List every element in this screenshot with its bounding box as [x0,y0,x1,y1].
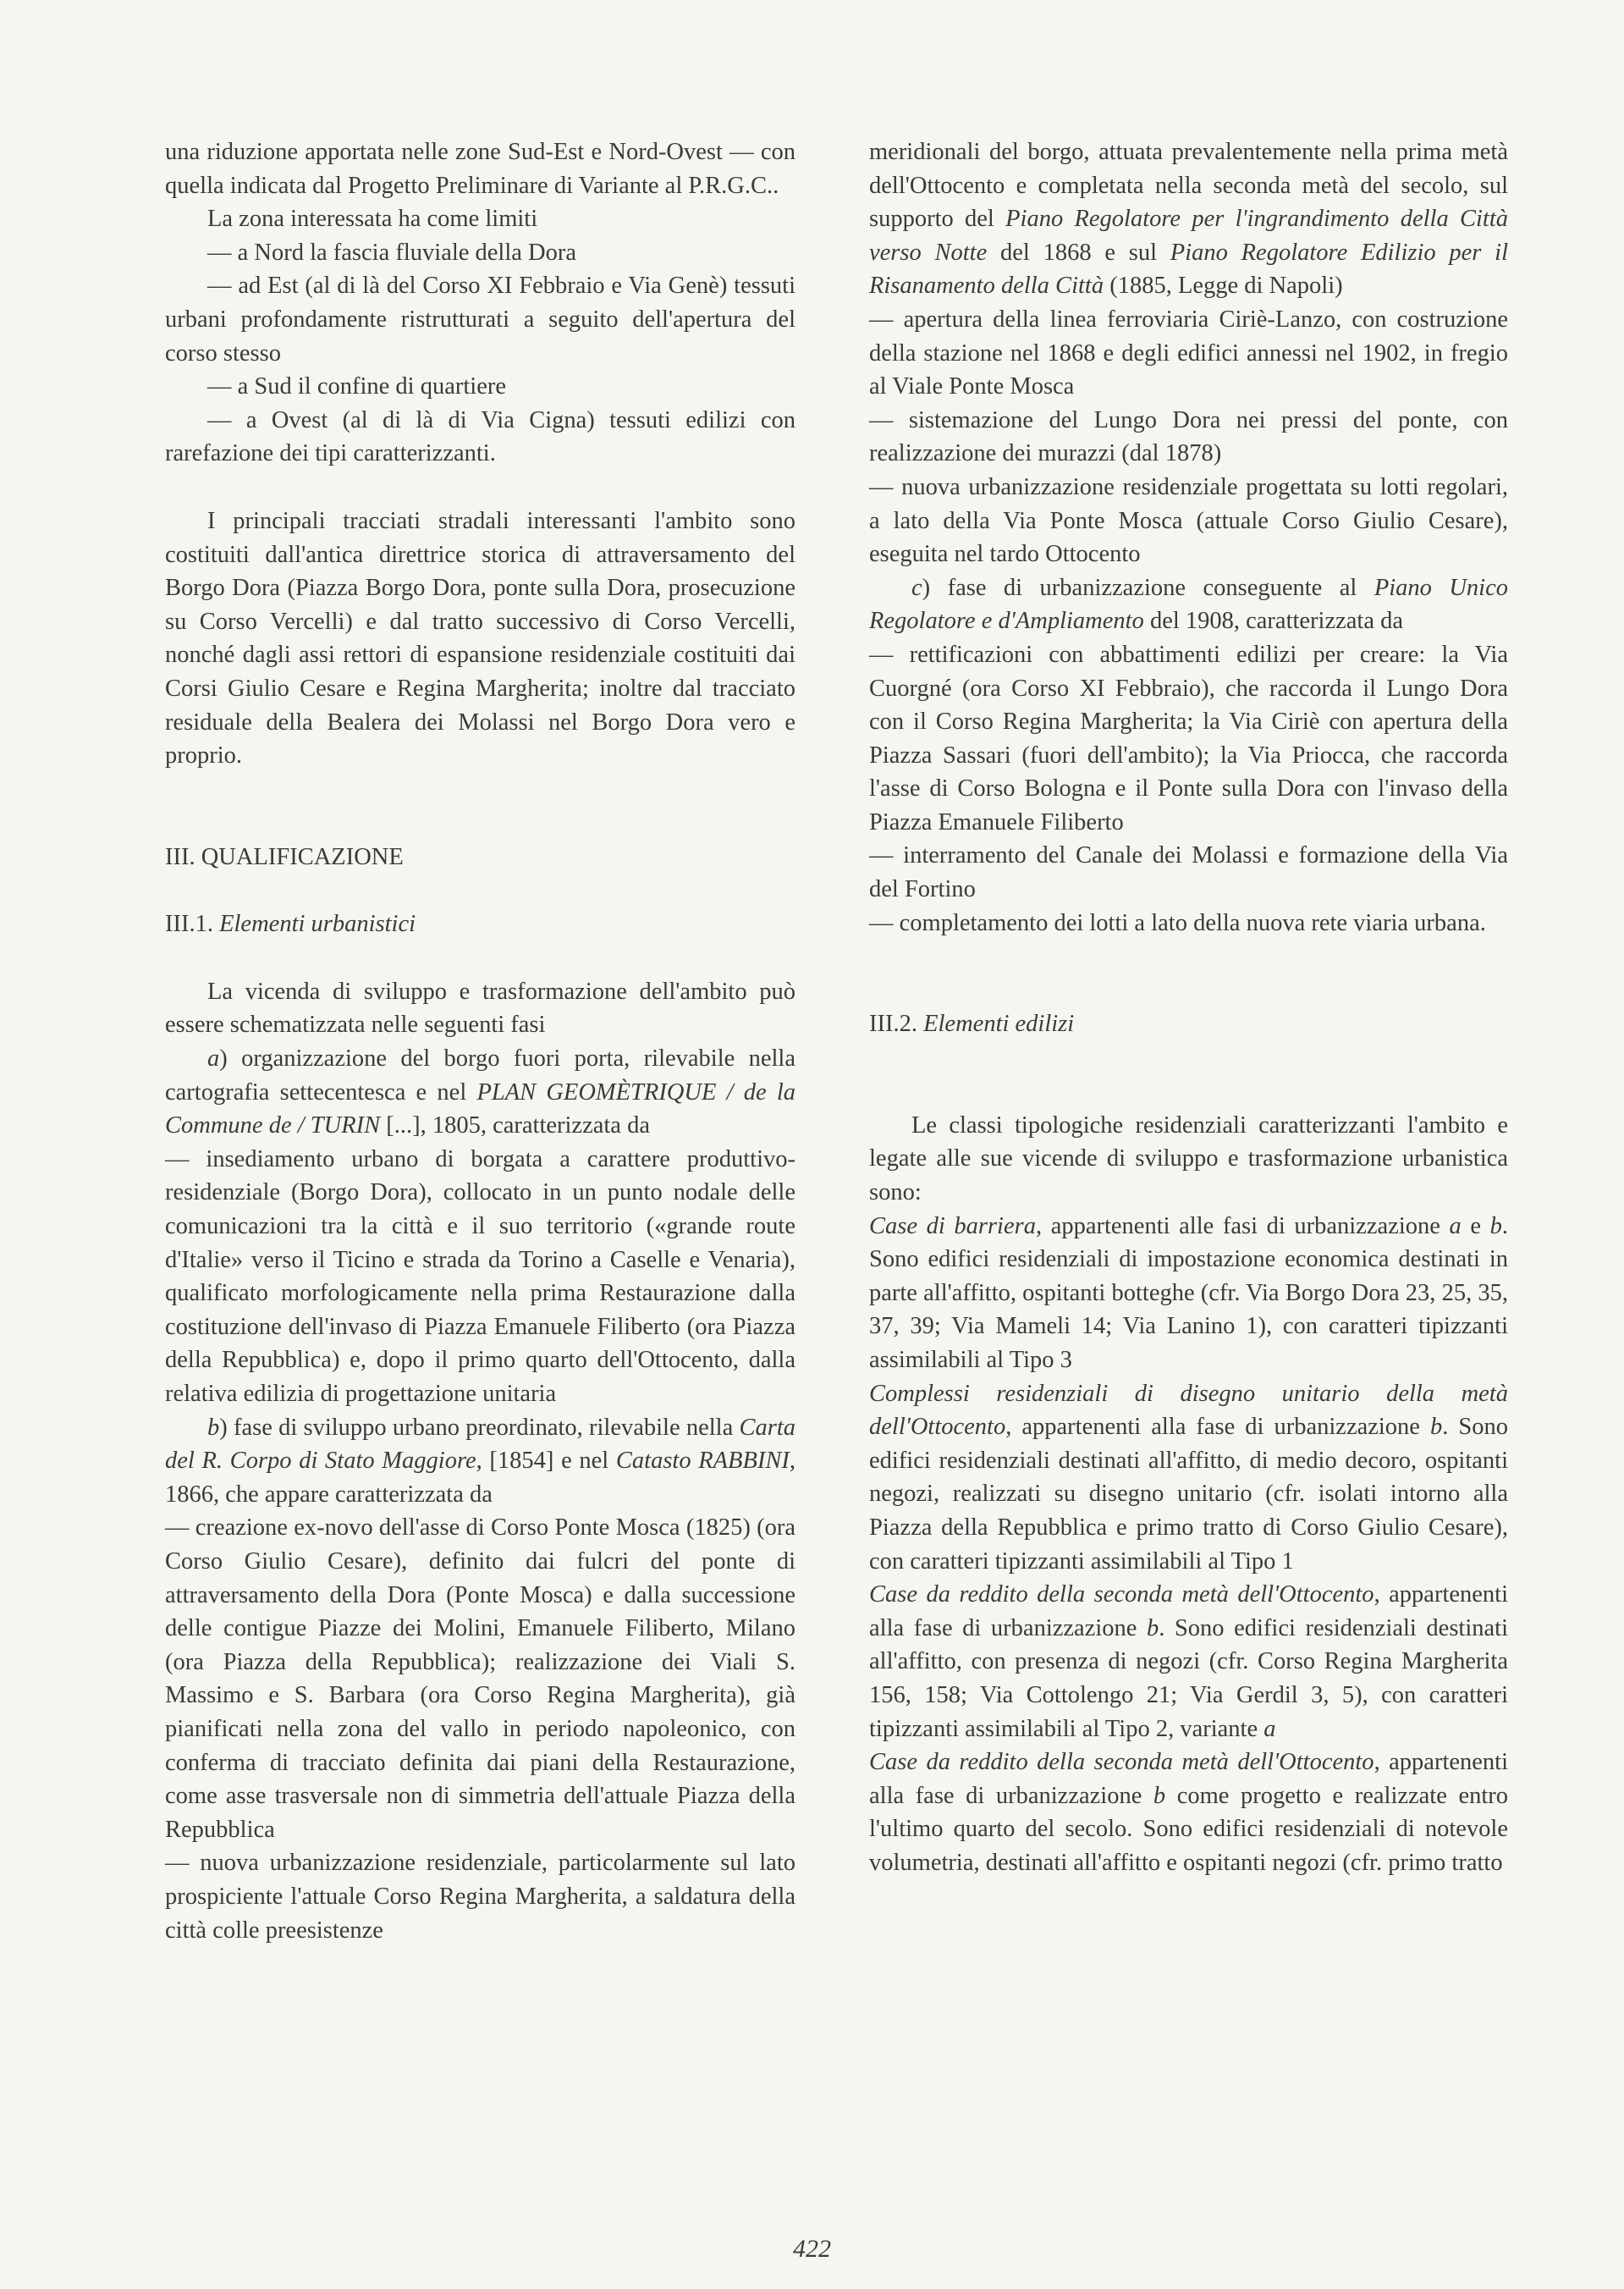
text-run: — rettificazioni con abbattimenti edilizi per creare: la Via Cuorgné (ora Corso XI Febbraio), che raccorda il Lungo Dora con il Corso Regina Margherita; la Via Ciriè con apertura della Piazza Sassari (fuori dell'ambito); la Via Priocca, che raccorda l'asse di Corso Bologna e il Ponte sulla Dora con l'invaso della Piazza Emanuele Filiberto [869,641,1508,836]
paragraph [165,1511,795,1846]
text-run: (1885, Legge di Napoli) [1104,273,1343,300]
left-column [165,135,795,1947]
text-run: , appartenenti alle fasi di urbanizzazione [1035,1212,1450,1239]
text-run: del 1868 e sul [987,239,1170,266]
text-run: — a Nord la fascia fluviale della Dora [207,239,577,266]
paragraph [165,505,795,773]
text-run: La zona interessata ha come limiti [207,206,538,233]
right-column [869,135,1508,1880]
text-run: ) fase di sviluppo urbano preordinato, rilevabile nella [219,1414,740,1441]
text-run: a [1449,1212,1462,1239]
paragraph [165,370,795,404]
text-run: Le classi tipologiche residenziali caratterizzanti l'ambito e legate alle sue vicende di sviluppo e trasformazione urbanistica sono: [869,1111,1508,1206]
text-run: Elementi edilizi [923,1011,1075,1038]
text-run: III.1. [165,911,220,938]
paragraph [165,404,795,471]
text-run: Catasto RABBINI [615,1448,790,1475]
text-run: , appartenenti alla fase di urbanizzazione [1005,1414,1430,1441]
text-run: una riduzione apportata nelle zone Sud-Est e Nord-Ovest — con quella indicata dal Progetto Preliminare di Variante al P.R.G.C.. [165,139,795,199]
paragraph [165,269,795,370]
paragraph [869,404,1508,471]
text-run: a [207,1045,220,1073]
text-run: . Sono edifici residenziali destinati all'affitto, con presenza di negozi (cfr. Corso Regina Margherita 156, 158; Via Cottolengo 21; Via Gerdil 3, 5), con caratteri tipizzanti assimilabili al Tipo 2, variante [869,1614,1508,1742]
text-run: Case da reddito della seconda metà dell'Ottocento [869,1749,1374,1776]
paragraph [165,975,795,1042]
paragraph [165,236,795,270]
text-run: — nuova urbanizzazione residenziale progettata su lotti regolari, a lato della Via Ponte Mosca (attuale Corso Giulio Cesare), eseguita nel tardo Ottocento [869,473,1508,568]
text-run: La vicenda di sviluppo e trasformazione dell'ambito può essere schematizzata nelle seguenti fasi [165,978,795,1039]
paragraph [869,1210,1508,1377]
text-run: e [1461,1212,1490,1239]
paragraph [165,1143,795,1411]
paragraph [869,471,1508,571]
text-run: — completamento dei lotti a lato della nuova rete viaria urbana. [869,909,1486,936]
text-run: — ad Est (al di là del Corso XI Febbraio e Via Genè) tessuti urbani profondamente ristrutturati a seguito dell'apertura del corso stesso [165,273,795,367]
text-run: b [207,1414,220,1441]
text-run: — a Sud il confine di quartiere [207,373,506,400]
text-run: ) fase di urbanizzazione conseguente al [922,574,1374,601]
text-run: Case da reddito della seconda metà dell'Ottocento [869,1581,1374,1608]
text-run: . Sono edifici residenziali di impostazione economica destinati in parte all'affitto, ospitanti botteghe (cfr. Via Borgo Dora 23, 25, 35, 37, 39; Via Mameli 14; Via Lanino 1), con caratteri tipizzanti assimilabili al Tipo 3 [869,1212,1508,1373]
text-run: come progetto e realizzate entro l'ultimo quarto del secolo. Sono edifici residenziali di notevole volumetria, destinati all'affitto e ospitanti negozi (cfr. primo tratto [869,1782,1508,1876]
text-run: Elementi urbanistici [219,911,416,938]
text-run: Carta del R. Corpo di Stato Maggiore [165,1414,795,1475]
text-run: — nuova urbanizzazione residenziale, particolarmente sul lato prospiciente l'attuale Corso Regina Margherita, a saldatura della città colle preesistenze [165,1850,795,1944]
paragraph [869,571,1508,638]
text-run: . Sono edifici residenziali destinati all'affitto, di medio decoro, ospitanti negozi, realizzati su disegno unitario (cfr. isolati intorno alla Piazza della Repubblica e primo tratto di Corso Giulio Cesare), con caratteri tipizzanti assimilabili al Tipo 1 [869,1414,1508,1575]
text-run: del 1908, caratterizzata da [1143,608,1404,635]
text-run: , [1854] e nel [476,1448,616,1475]
text-run: — insediamento urbano di borgata a carattere produttivo-residenziale (Borgo Dora), collocato in un punto nodale delle comunicazioni tra la città e il suo territorio («grande route d'Italie» verso il Ticino e strada da Torino a Caselle e Venaria), qualificato morfologicamente nella prima Restaurazione dalla costituzione dell'invaso di Piazza Emanuele Filiberto (ora Piazza della Repubblica) e, dopo il primo quarto dell'Ottocento, dalla relativa edilizia di progettazione unitaria [165,1145,795,1407]
text-run: Piano Unico Regolatore e d'Ampliamento [869,574,1508,635]
text-run: Complessi residenziali di disegno unitario della metà dell'Ottocento [869,1380,1508,1441]
text-run: — apertura della linea ferroviaria Ciriè-Lanzo, con costruzione della stazione nel 1868 e degli edifici annessi nel 1902, in fregio al Viale Ponte Mosca [869,306,1508,400]
paragraph [165,1846,795,1947]
text-run: III. QUALIFICAZIONE [165,843,404,870]
paragraph [165,841,795,874]
text-run: Piano Regolatore per l'ingrandimento della Città verso Notte [869,206,1508,266]
text-run: b [1153,1782,1166,1809]
text-run: b [1146,1614,1159,1641]
text-run: PLAN GEOMÈTRIQUE / de la Commune de / TURIN [165,1078,795,1139]
text-run: [...], 1805, caratterizzata da [380,1112,650,1139]
paragraph [165,1411,795,1512]
text-run: — a Ovest (al di là di Via Cigna) tessuti edilizi con rarefazione dei tipi caratterizzanti. [165,406,795,467]
page-number: 422 [793,2235,831,2263]
text-run: c [911,574,922,601]
paragraph [869,1377,1508,1579]
paragraph [869,303,1508,404]
text-run: — creazione ex-novo dell'asse di Corso Ponte Mosca (1825) (ora Corso Giulio Cesare), definito dai fulcri del ponte di attraversamento della Dora (Ponte Mosca) e dalla successione delle contigue Piazze dei Molini, Emanuele Filiberto, Milano (ora Piazza della Repubblica); realizzazione dei Viali S. Massimo e S. Barbara (ora Corso Regina Margherita), già pianificati nella zona del vallo in periodo napoleonico, con conferma di tracciato definita dai piani della Restaurazione, come asse trasversale non di simmetria dell'attuale Piazza della Repubblica [165,1514,795,1843]
paragraph [165,135,795,202]
paragraph [869,135,1508,303]
paragraph [869,638,1508,840]
text-run: meridionali del borgo, attuata prevalentemente nella prima metà dell'Ottocento e completata nella seconda metà del secolo, sul supporto del [869,139,1508,233]
text-run: III.2. [869,1011,924,1038]
paragraph [869,907,1508,940]
text-run: , 1866, che appare caratterizzata da [165,1448,795,1508]
paragraph [869,839,1508,906]
text-run: — interramento del Canale dei Molassi e formazione della Via del Fortino [869,842,1508,903]
paragraph [165,907,795,941]
text-run: b [1489,1212,1502,1239]
text-run: ) organizzazione del borgo fuori porta, rilevabile nella cartografia settecentesca e nel [165,1045,795,1106]
text-run: Case di barriera [869,1212,1036,1239]
paragraph [165,1042,795,1143]
text-run: , appartenenti alla fase di urbanizzazione [869,1749,1508,1809]
paragraph [869,1109,1508,1210]
paragraph [869,1746,1508,1879]
text-run: — sistemazione del Lungo Dora nei pressi del ponte, con realizzazione dei murazzi (dal 1878) [869,406,1508,467]
text-run: b [1429,1414,1443,1441]
paragraph [869,1007,1508,1041]
text-run: , appartenenti alla fase di urbanizzazione [869,1581,1508,1641]
text-run: a [1263,1715,1276,1742]
paragraph [165,202,795,236]
text-run: I principali tracciati stradali interessanti l'ambito sono costituiti dall'antica direttrice storica di attraversamento del Borgo Dora (Piazza Borgo Dora, ponte sulla Dora, prosecuzione su Corso Vercelli) e dal tratto successivo di Corso Vercelli, nonché dagli assi rettori di espansione residenziale costituiti dai Corsi Giulio Cesare e Regina Margherita; inoltre dal tracciato residuale della Bealera dei Molassi nel Borgo Dora vero e proprio. [165,507,795,769]
text-run: Piano Regolatore Edilizio per il Risanamento della Città [869,239,1509,300]
paragraph [869,1578,1508,1746]
